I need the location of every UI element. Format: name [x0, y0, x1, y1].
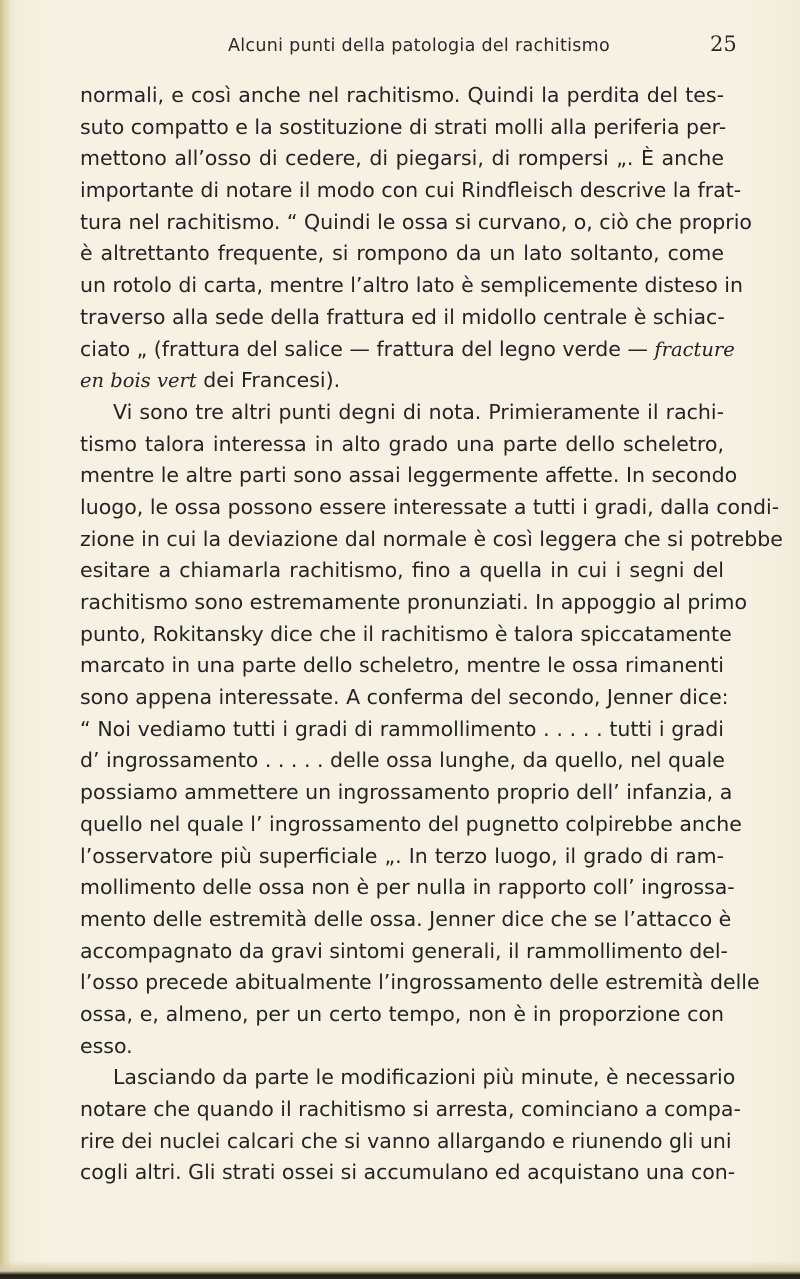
text-line: l’osso precede abitualmente l’ingrossamento delle estremità delle [80, 970, 760, 995]
text-line [80, 334, 735, 366]
text-line: quello nel quale l’ ingrossamento del pugnetto colpirebbe anche [80, 811, 742, 836]
text-line: mollimento delle ossa non è per nulla in rapporto coll’ ingrossa- [80, 875, 735, 900]
text-line: ossa, e, almeno, per un certo tempo, non è in proporzione con [80, 1001, 724, 1026]
page-number: 25 [710, 32, 737, 56]
text-line: normali, e così anche nel rachitismo. Quindi la perdita del tes- [80, 83, 724, 107]
text-line: esso. [80, 1033, 133, 1058]
text-line: d’ ingrossamento . . . . . delle ossa lunghe, da quello, nel quale [80, 748, 725, 773]
running-head [0, 32, 800, 62]
text-line-part: ciato „ (frattura del salice — frattura del legno verde — [80, 336, 648, 361]
text-line: mettono all’osso di cedere, di piegarsi, di rompersi „. È anche [80, 146, 724, 171]
italic-term: fracture [654, 337, 735, 361]
paragraph-start-line: Vi sono tre altri punti degni di nota. Primieramente il rachi- [113, 399, 724, 424]
text-line: sono appena interessate. A conferma del secondo, Jenner dice: [80, 685, 729, 710]
text-line [80, 365, 724, 397]
body-text [80, 80, 783, 1189]
text-line: cogli altri. Gli strati ossei si accumulano ed acquistano una con- [80, 1160, 736, 1185]
text-line: traverso alla sede della frattura ed il midollo centrale è schiac- [80, 304, 725, 329]
text-line: possiamo ammettere un ingrossamento proprio dell’ infanzia, a [80, 780, 733, 805]
text-line: un rotolo di carta, mentre l’altro lato è semplicemente disteso in [80, 273, 743, 298]
text-line: notare che quando il rachitismo si arresta, cominciano a compa- [80, 1097, 741, 1121]
text-line: accompagnato da gravi sintomi generali, il rammollimento del- [80, 938, 728, 963]
text-line: luogo, le ossa possono essere interessate a tutti i gradi, dalla condi- [80, 494, 780, 519]
text-line: tismo talora interessa in alto grado una parte dello scheletro, [80, 431, 724, 456]
paragraph-start-line: Lasciando da parte le modificazioni più minute, è necessario [113, 1065, 736, 1090]
running-title: Alcuni punti della patologia del rachitismo [228, 36, 611, 56]
text-line: l’osservatore più superficiale „. In terzo luogo, il grado di ram- [80, 843, 724, 868]
text-line: tura nel rachitismo. “ Quindi le ossa si curvano, o, ciò che proprio [80, 209, 752, 234]
text-line: suto compatto e la sostituzione di strati molli alla periferia per- [80, 114, 727, 139]
text-line: mentre le altre parti sono assai leggermente affette. In secondo [80, 463, 738, 488]
text-line: rire dei nuclei calcari che si vanno allargando e riunendo gli uni [80, 1128, 732, 1153]
text-line: rachitismo sono estremamente pronunziati. In appoggio al primo [80, 590, 748, 614]
page-bottom-edge [0, 1261, 800, 1279]
italic-term: en bois vert [80, 369, 197, 393]
text-line: punto, Rokitansky dice che il rachitismo è talora spiccatamente [80, 621, 732, 646]
text-line-part: dei Francesi). [196, 368, 341, 393]
text-line: “ Noi vediamo tutti i gradi di rammollimento . . . . . tutti i gradi [80, 716, 724, 741]
text-line: esitare a chiamarla rachitismo, fino a quella in cui i segni del [80, 558, 724, 583]
text-line: importante di notare il modo con cui Rindfleisch descrive la frat- [80, 178, 742, 203]
page-gutter-edge [0, 0, 10, 1279]
text-line: marcato in una parte dello scheletro, mentre le ossa rimanenti [80, 653, 724, 678]
text-line: è altrettanto frequente, si rompono da un lato soltanto, come [80, 241, 724, 266]
text-line: mento delle estremità delle ossa. Jenner dice che se l’attacco è [80, 906, 732, 931]
text-line: zione in cui la deviazione dal normale è così leggera che si potrebbe [80, 526, 783, 551]
